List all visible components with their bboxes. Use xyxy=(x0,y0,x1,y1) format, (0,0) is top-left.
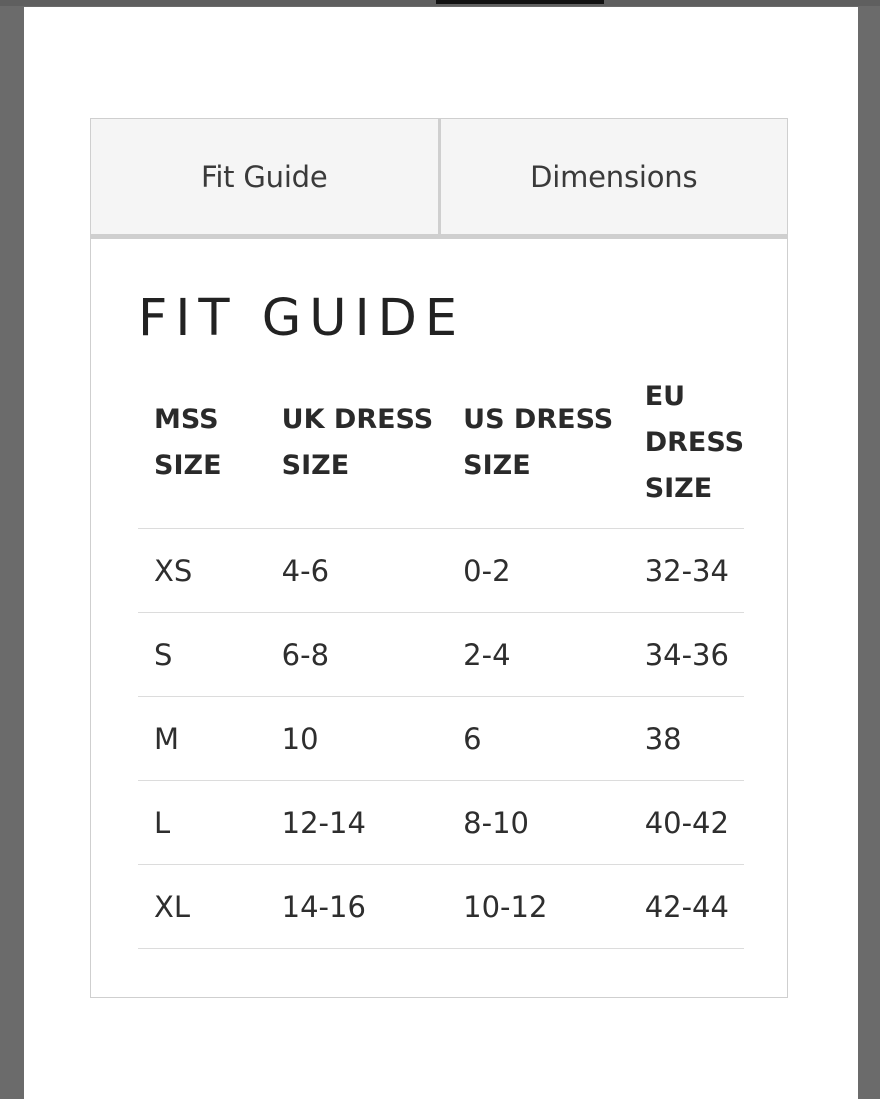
modal-sheet xyxy=(24,7,858,1099)
cell-uk-size: 10 xyxy=(266,697,448,781)
cell-us-size: 10-12 xyxy=(447,865,629,949)
table-row xyxy=(138,781,744,865)
top-bar xyxy=(0,0,880,6)
cell-uk-size: 14-16 xyxy=(266,865,448,949)
size-guide-tabs xyxy=(91,119,787,239)
table-header-row xyxy=(138,374,744,529)
cell-eu-size: 40-42 xyxy=(629,781,744,865)
cell-uk-size: 6-8 xyxy=(266,613,448,697)
cell-mss-size: XS xyxy=(138,529,266,613)
column-header-eu-dress-size: EU DRESS SIZE xyxy=(629,374,744,529)
column-header-mss-size: MSS SIZE xyxy=(138,374,266,529)
cell-uk-size: 12-14 xyxy=(266,781,448,865)
cell-us-size: 8-10 xyxy=(447,781,629,865)
fit-guide-content xyxy=(138,239,744,949)
cell-mss-size: L xyxy=(138,781,266,865)
cell-eu-size: 34-36 xyxy=(629,613,744,697)
tab-dimensions[interactable]: Dimensions xyxy=(438,119,788,234)
cell-mss-size: XL xyxy=(138,865,266,949)
column-header-us-dress-size: US DRESS SIZE xyxy=(447,374,629,529)
cell-mss-size: S xyxy=(138,613,266,697)
cell-us-size: 0-2 xyxy=(447,529,629,613)
top-bar-indicator xyxy=(436,0,604,4)
tab-fit-guide[interactable]: Fit Guide xyxy=(91,119,438,234)
cell-us-size: 6 xyxy=(447,697,629,781)
column-header-uk-dress-size: UK DRESS SIZE xyxy=(266,374,448,529)
size-guide-panel xyxy=(90,118,788,998)
cell-eu-size: 32-34 xyxy=(629,529,744,613)
table-row xyxy=(138,697,744,781)
cell-mss-size: M xyxy=(138,697,266,781)
cell-eu-size: 42-44 xyxy=(629,865,744,949)
cell-uk-size: 4-6 xyxy=(266,529,448,613)
fit-guide-title: FIT GUIDE xyxy=(138,289,466,348)
table-row xyxy=(138,865,744,949)
table-row xyxy=(138,529,744,613)
cell-us-size: 2-4 xyxy=(447,613,629,697)
cell-eu-size: 38 xyxy=(629,697,744,781)
fit-guide-table xyxy=(138,374,744,949)
table-row xyxy=(138,613,744,697)
